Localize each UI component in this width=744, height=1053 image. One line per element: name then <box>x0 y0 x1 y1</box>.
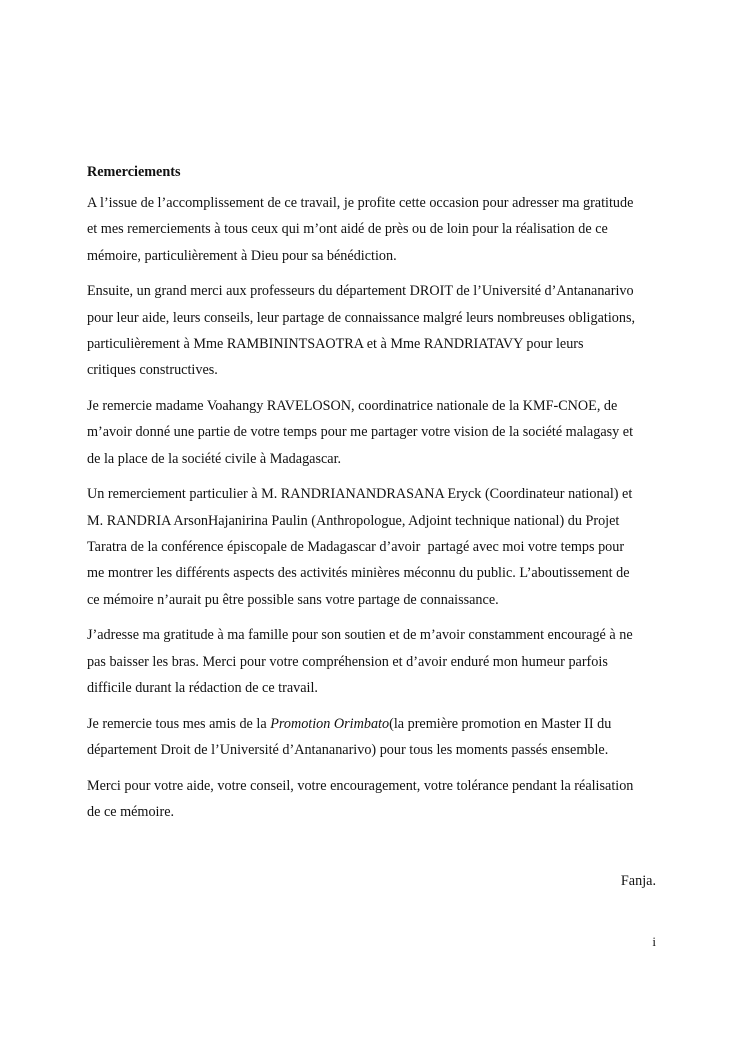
text-line: particulièrement à Mme RAMBININTSAOTRA et à Mme RANDRIATAVY pour leurs <box>87 335 584 352</box>
text-line: J’adresse ma gratitude à ma famille pour son soutien et de m’avoir constamment encouragé à ne <box>87 627 633 644</box>
text-segment: Je remercie tous mes amis de la <box>87 715 271 732</box>
text-line: me montrer les différents aspects des activités minières méconnu du public. L’aboutissement de <box>87 565 630 582</box>
paragraph-promotion <box>87 711 667 764</box>
page-number: i <box>652 934 656 949</box>
text-line: difficile durant la rédaction de ce travail. <box>87 680 318 697</box>
paragraph <box>87 622 667 701</box>
text-line: pour leur aide, leurs conseils, leur partage de connaissance malgré leurs nombreuses obligations, <box>87 309 636 326</box>
text-line <box>87 711 667 737</box>
text-line: A l’issue de l’accomplissement de ce travail, je profite cette occasion pour adresser ma gratitude <box>87 195 634 211</box>
text-line: de ce mémoire. <box>87 804 175 821</box>
text-line: de la place de la société civile à Madagascar. <box>87 450 342 467</box>
signature: Fanja. <box>620 873 656 889</box>
text-line: Ensuite, un grand merci aux professeurs du département DROIT de l’Université d’Antananarivo <box>87 283 634 300</box>
text-line: Un remerciement particulier à M. RANDRIANANDRASANA Eryck (Coordinateur national) et <box>87 486 633 503</box>
text-line: Merci pour votre aide, votre conseil, votre encouragement, votre tolérance pendant la réalisation <box>87 777 634 794</box>
text-line: M. RANDRIA ArsonHajanirina Paulin (Anthropologue, Adjoint technique national) du Projet <box>87 512 620 529</box>
page-title: Remerciements <box>87 164 181 180</box>
paragraph <box>87 481 667 612</box>
paragraph <box>87 393 667 472</box>
text-line: ce mémoire n’aurait pu être possible sans votre partage de connaissance. <box>87 591 499 608</box>
text-line: pas baisser les bras. Merci pour votre compréhension et d’avoir enduré mon humeur parfois <box>87 653 608 670</box>
text-line: département Droit de l’Université d’Antananarivo) pour tous les moments passés ensemble. <box>87 742 609 759</box>
paragraph <box>87 278 667 383</box>
text-line: et mes remerciements à tous ceux qui m’ont aidé de près ou de loin pour la réalisation de ce <box>87 221 608 238</box>
text-line: Je remercie madame Voahangy RAVELOSON, coordinatrice nationale de la KMF-CNOE, de <box>87 398 618 415</box>
document-page <box>87 162 667 835</box>
text-segment: (la première promotion en Master II du <box>389 715 612 732</box>
promotion-name: Promotion Orimbato <box>270 715 390 732</box>
paragraph-closing <box>87 773 667 826</box>
text-line: mémoire, particulièrement à Dieu pour sa bénédiction. <box>87 247 397 264</box>
text-line: m’avoir donné une partie de votre temps pour me partager votre vision de la société malagasy et <box>87 424 634 441</box>
paragraph <box>87 190 667 269</box>
text-line: critiques constructives. <box>87 362 218 379</box>
text-line: Taratra de la conférence épiscopale de Madagascar d’avoir partagé avec moi votre temps pour <box>87 539 625 556</box>
